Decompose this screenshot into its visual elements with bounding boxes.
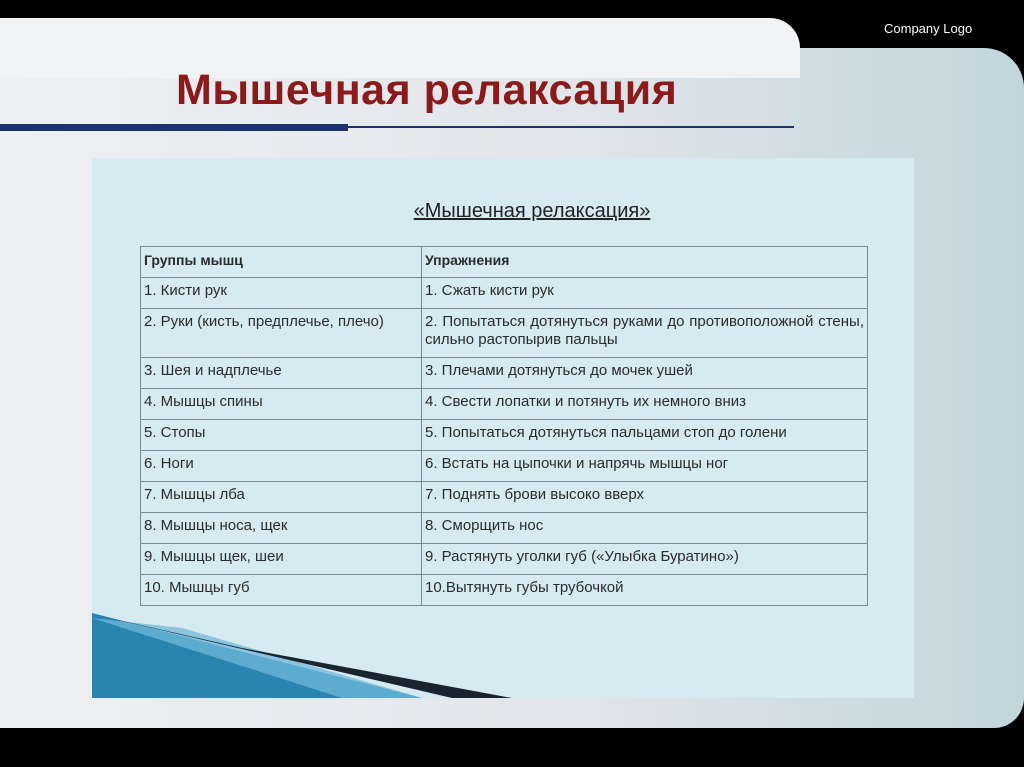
table-title: «Мышечная релаксация» bbox=[413, 200, 651, 222]
table-row bbox=[141, 278, 868, 309]
exercise-cell: 2. Попытаться дотянуться руками до противоположной стены, сильно растопырив пальцы bbox=[422, 309, 868, 358]
table-row bbox=[141, 358, 868, 389]
muscle-group-cell: 9. Мышцы щек, шеи bbox=[141, 544, 422, 575]
muscle-group-cell: 8. Мышцы носа, щек bbox=[141, 513, 422, 544]
table-row bbox=[141, 575, 868, 606]
muscle-group-cell: 7. Мышцы лба bbox=[141, 482, 422, 513]
column-header-muscle-groups: Группы мышц bbox=[141, 247, 422, 278]
table-row bbox=[141, 309, 868, 358]
table-row bbox=[141, 482, 868, 513]
muscle-group-cell: 5. Стопы bbox=[141, 420, 422, 451]
exercise-cell: 5. Попытаться дотянуться пальцами стоп до голени bbox=[422, 420, 868, 451]
muscle-group-cell: 2. Руки (кисть, предплечье, плечо) bbox=[141, 309, 422, 358]
muscle-group-cell: 3. Шея и надплечье bbox=[141, 358, 422, 389]
muscle-group-cell: 4. Мышцы спины bbox=[141, 389, 422, 420]
table-row bbox=[141, 544, 868, 575]
title-underline-thick bbox=[0, 124, 348, 131]
table-row bbox=[141, 389, 868, 420]
company-logo: Company Logo bbox=[884, 21, 973, 36]
table-row bbox=[141, 420, 868, 451]
exercise-cell: 1. Сжать кисти рук bbox=[422, 278, 868, 309]
exercises-table bbox=[140, 246, 868, 606]
exercise-cell: 4. Свести лопатки и потянуть их немного вниз bbox=[422, 389, 868, 420]
exercise-cell: 3. Плечами дотянуться до мочек ушей bbox=[422, 358, 868, 389]
muscle-group-cell: 6. Ноги bbox=[141, 451, 422, 482]
table-header-row bbox=[141, 247, 868, 278]
title-underline-thin bbox=[348, 126, 794, 128]
content-image bbox=[92, 158, 914, 698]
column-header-exercises: Упражнения bbox=[422, 247, 868, 278]
table-row bbox=[141, 451, 868, 482]
exercise-cell: 8. Сморщить нос bbox=[422, 513, 868, 544]
table-row bbox=[141, 513, 868, 544]
exercise-cell: 10.Вытянуть губы трубочкой bbox=[422, 575, 868, 606]
exercise-cell: 9. Растянуть уголки губ («Улыбка Буратино») bbox=[422, 544, 868, 575]
slide-title: Мышечная релаксация bbox=[176, 66, 678, 114]
exercise-cell: 7. Поднять брови высоко вверх bbox=[422, 482, 868, 513]
muscle-group-cell: 10. Мышцы губ bbox=[141, 575, 422, 606]
muscle-group-cell: 1. Кисти рук bbox=[141, 278, 422, 309]
exercise-cell: 6. Встать на цыпочки и напрячь мышцы ног bbox=[422, 451, 868, 482]
